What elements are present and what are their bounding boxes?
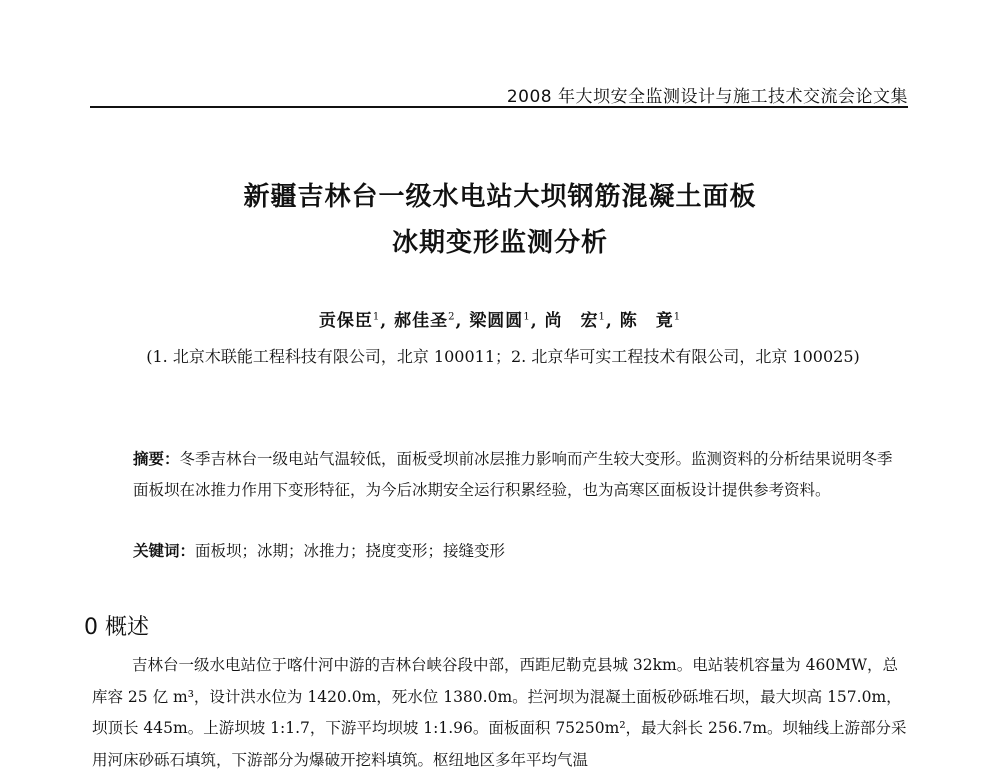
paper-title-line-1: 新疆吉林台一级水电站大坝钢筋混凝土面板: [243, 182, 757, 212]
abstract-text: 冬季吉林台一级电站气温较低，面板受坝前冰层推力影响而产生较大变形。监测资料的分析结果说明冬季面板坝在冰推力作用下变形特征，为今后冰期安全运行积累经验，也为高寒区面板设计提供参考资料。: [133, 450, 893, 499]
author-name: 梁圆圆: [469, 311, 524, 331]
affiliations: (1. 北京木联能工程科技有限公司，北京 100011；2. 北京华可实工程技术有限公司，北京 100025): [146, 347, 860, 366]
author-name: 尚 宏: [544, 311, 599, 331]
author-affil-mark: 2: [448, 311, 456, 323]
author-affil-mark: 1: [673, 311, 682, 323]
author-affil-mark: 1: [372, 311, 381, 323]
abstract: [133, 444, 893, 506]
keywords-text: 面板坝；冰期；冰推力；挠度变形；接缝变形: [195, 542, 506, 560]
author-name: 郝佳圣: [394, 311, 449, 331]
proceedings-header: 2008 年大坝安全监测设计与施工技术交流会论文集: [506, 87, 908, 107]
section-heading: 0 概述: [84, 615, 149, 640]
keywords: [133, 539, 505, 563]
author-name: 贡保臣: [318, 311, 373, 331]
author-affil-mark: 1: [598, 311, 606, 323]
keywords-label: 关键词：: [133, 542, 196, 560]
header-rule: [90, 106, 908, 108]
author-list: 贡保臣$^1$, 郝佳圣$^2$, 梁圆圆$^1$, 尚 宏$^1$, 陈 竟$^1$: [318, 311, 682, 331]
author-name: 陈 竟: [619, 311, 674, 331]
abstract-label: 摘要：: [133, 450, 180, 468]
author-affil-mark: 1: [523, 311, 531, 323]
section-body: 吉林台一级水电站位于喀什河中游的吉林台峡谷段中部，西距尼勒克县城 32km。电站装机容量为 460MW，总库容 25 亿 m³，设计洪水位为 1420.0m，死水位 1380.0m。拦河坝为混凝土面板砂砾堆石坝，最大坝高 157.0m，坝顶长 445m。上游坝坡 1:1.7，下游平均坝坡 1:1.96。面板面积 75250m²，最大斜长 256.7m。坝轴线上游部分采用河床砂砾石填筑，下游部分为爆破开挖料填筑。枢纽地区多年平均气温: [92, 656, 907, 769]
paper-title-line-2: 冰期变形监测分析: [391, 228, 608, 258]
